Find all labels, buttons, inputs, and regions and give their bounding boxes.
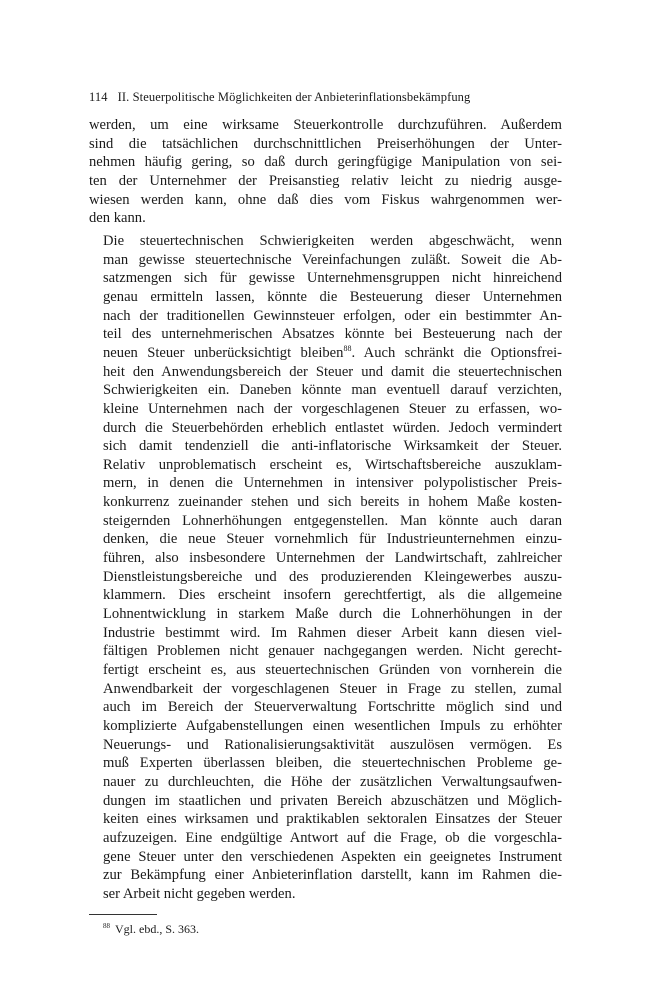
text-line: teil des unternehmerischen Absatzes könnte bei Besteuerung nach der [103, 326, 562, 343]
text-line: auch im Bereich der Steuerverwaltung Fortschritte möglich sind und [103, 699, 562, 716]
text-line: Anwendbarkeit der vorgeschlagenen Steuer in Frage zu stellen, zumal [103, 680, 562, 697]
text-line-with-note [89, 344, 562, 363]
text-line: sich damit tendenziell die anti-inflatorische Wirksamkeit der Steuer. [103, 438, 562, 455]
text-line: Die steuertechnischen Schwierigkeiten werden abgeschwächt, wenn [103, 232, 562, 249]
text-line: führen, also insbesondere Unternehmen der Landwirtschaft, zahlreicher [103, 550, 562, 567]
text-line: zur Bekämpfung einer Anbieterinflation darstellt, kann im Rahmen die- [103, 867, 562, 884]
text-line: wiesen werden kann, ohne daß dies vom Fiskus wahrgenommen wer- [89, 191, 562, 208]
text-line: dungen im staatlichen und privaten Bereich abzuschätzen und Möglich- [103, 792, 562, 809]
text-line: konkurrenz zueinander stehen und sich bereits in hohem Maße kosten- [103, 494, 562, 511]
text-segment: neuen Steuer unberücksichtigt bleiben [103, 344, 344, 361]
text-line: keiten eines wirksamen und praktikablen sektoralen Einsatzes der Steuer [103, 811, 562, 828]
text-line: Industrie bestimmt wird. Im Rahmen dieser Arbeit kann diesen viel- [103, 624, 562, 641]
text-line: heit den Anwendungsbereich der Steuer und damit die steuertechnischen [103, 363, 562, 380]
text-line: Neuerungs- und Rationalisierungsaktivität auszulösen vermögen. Es [103, 736, 562, 753]
footnote-divider [89, 914, 157, 915]
text-line: mern, in denen die Unternehmen in intensiver polypolistischer Preis- [103, 475, 562, 492]
paragraph [89, 232, 562, 904]
text-line: durch die Steuerbehörden erheblich entlastet würden. Jedoch vermindert [103, 419, 562, 436]
text-line: Relativ unproblematisch erscheint es, Wirtschaftsbereiche auszuklam- [103, 456, 562, 473]
text-line: Schwierigkeiten ein. Daneben könnte man eventuell darauf verzichten, [103, 382, 562, 399]
running-title: II. Steuerpolitische Möglichkeiten der Anbieterinflationsbekämpfung [117, 90, 471, 104]
text-line: genau ermitteln lassen, könnte die Besteuerung dieser Unternehmen [103, 288, 562, 305]
text-line: Lohnentwicklung in starkem Maße durch die Lohnerhöhungen in der [103, 606, 562, 623]
page-number: 114 [89, 90, 108, 104]
text-line: gene Steuer unter den verschiedenen Aspekten ein geeignetes Instrument [103, 848, 562, 865]
body-text [89, 116, 562, 904]
footnote-reference[interactable]: 88 [343, 343, 352, 353]
text-line: komplizierte Aufgabenstellungen einen wesentlichen Impuls zu erhöhter [103, 718, 562, 734]
footnote-marker: 88 [103, 921, 110, 930]
text-line: sind die tatsächlichen durchschnittlichen Preiserhöhungen der Unter- [89, 135, 562, 152]
text-line: Dienstleistungsbereiche und des produzierenden Kleingewerbes auszu- [103, 568, 562, 585]
text-line: steigernden Lohnerhöhungen entgegenstellen. Man könnte auch daran [103, 512, 562, 529]
text-line: ten der Unternehmer der Preisanstieg relativ leicht zu niedrig ausge- [89, 172, 562, 189]
text-line: aufzuzeigen. Eine endgültige Antwort auf die Frage, ob die vorgeschla- [103, 829, 562, 846]
text-line: satzmengen sich für gewisse Unternehmensgruppen nicht hinreichend [103, 270, 562, 287]
text-line: man gewisse steuertechnische Vereinfachungen zuläßt. Soweit die Ab- [103, 251, 562, 268]
text-line: kleine Unternehmen nach der vorgeschlagenen Steuer zu erfassen, wo- [103, 400, 562, 417]
running-head [89, 88, 562, 106]
text-line: den kann. [89, 210, 146, 227]
text-line: muß Experten überlassen bleiben, die steuertechnischen Probleme ge- [103, 755, 562, 772]
footnote [89, 921, 562, 937]
book-page [89, 88, 562, 937]
text-line: nach der traditionellen Gewinnsteuer erfolgen, oder ein bestimmter An- [103, 307, 562, 324]
text-line: fältigen Problemen nicht genauer nachgegangen werden. Nicht gerecht- [103, 643, 562, 660]
text-line: ser Arbeit nicht gegeben werden. [103, 885, 296, 902]
text-line: nehmen häufig gering, so daß durch geringfügige Manipulation von sei- [89, 154, 562, 171]
paragraph-continued [89, 116, 562, 228]
text-line: werden, um eine wirksame Steuerkontrolle durchzuführen. Außerdem [89, 117, 562, 133]
text-line: fertigt erscheint es, aus steuertechnischen Gründen von vornherein die [103, 662, 562, 679]
text-segment: . Auch schränkt die Optionsfrei- [351, 344, 562, 361]
footnote-text: Vgl. ebd., S. 363. [115, 921, 199, 936]
text-line: denken, die neue Steuer vornehmlich für Industrieunternehmen einzu- [103, 531, 562, 548]
text-line: nauer zu durchleuchten, die Höhe der zusätzlichen Verwaltungsaufwen- [103, 773, 562, 790]
text-line: klammern. Dies erscheint insofern gerechtfertigt, als die allgemeine [103, 587, 562, 604]
